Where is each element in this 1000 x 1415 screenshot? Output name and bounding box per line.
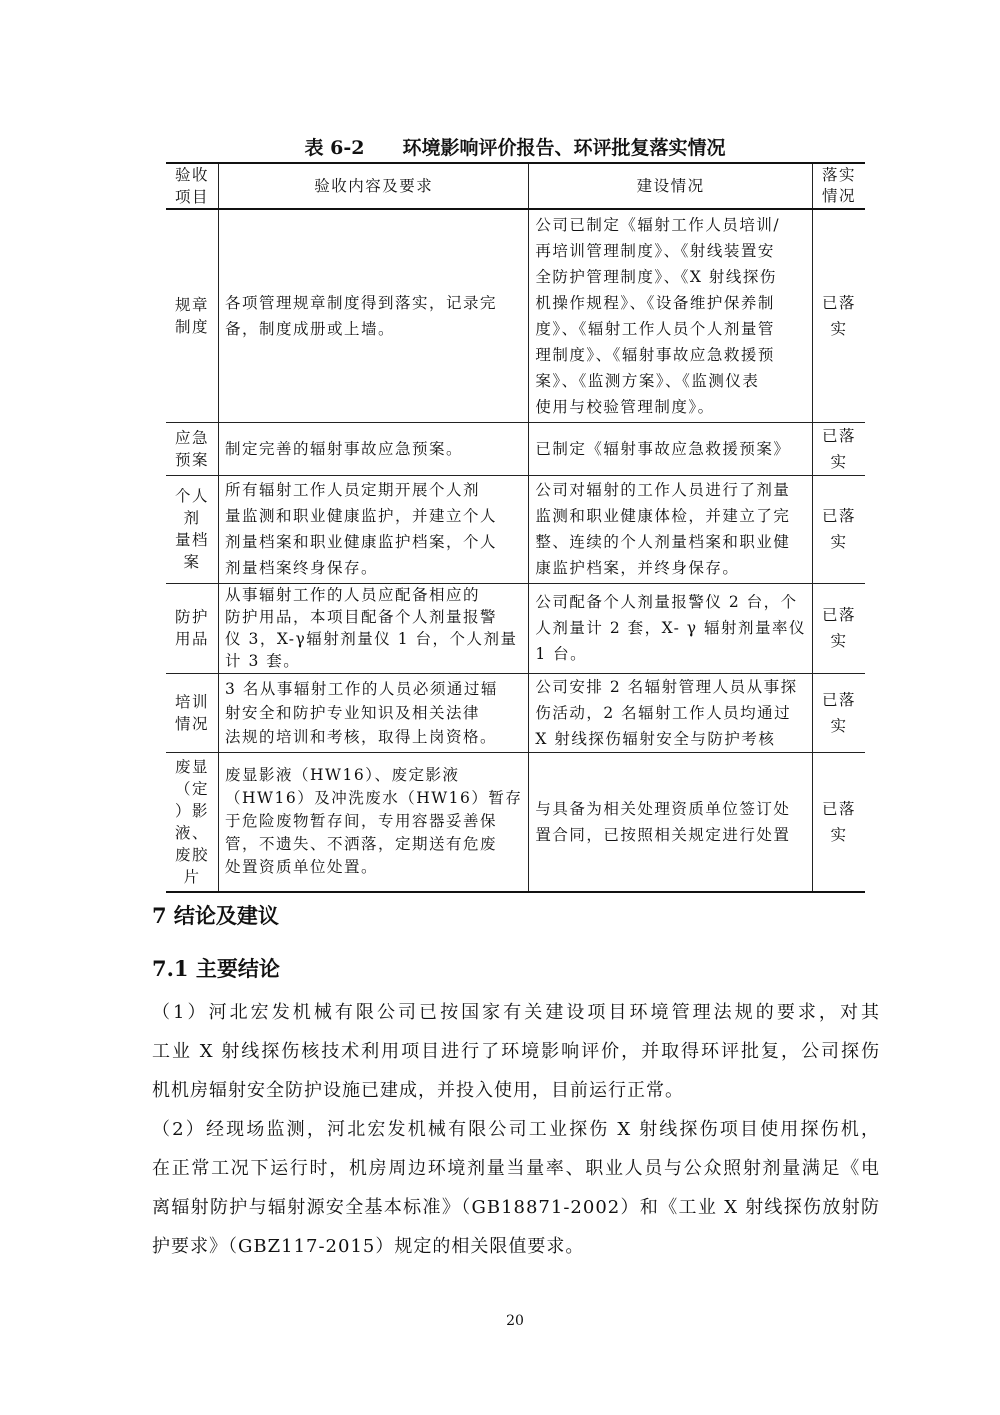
text-line: 剂量档案和职业健康监护档案，个人 (225, 533, 498, 551)
text-line: （1）河北宏发机械有限公司已按国家有关建设项目环境管理法规的要求，对其 (152, 1002, 880, 1023)
text-line: 公司配备个人剂量报警仪 2 台，个 (535, 593, 798, 611)
text-line: 用品 (175, 630, 210, 648)
text-line: 废显 (175, 757, 210, 776)
text-line: 已落 (821, 426, 856, 445)
text-line: 培训 (175, 692, 210, 711)
text-line: 应急 (175, 428, 210, 447)
text-line: 废胶 (175, 845, 210, 864)
text-line: 液、 (175, 823, 210, 842)
text-line: 实 (830, 533, 848, 551)
table-number: 表 6-2 (304, 137, 365, 159)
text-line: 实 (830, 825, 848, 844)
text-line: 全防护管理制度》、《X 射线探伤 (535, 267, 777, 286)
cell-item (166, 422, 219, 475)
section-heading-7-1: 7.1 主要结论 (152, 956, 280, 981)
text-line: 量监测和职业健康监护，并建立个人 (225, 507, 498, 525)
text-line: （HW16）及冲洗废水（HW16）暂存 (225, 789, 523, 808)
table-row (166, 673, 865, 752)
cell-status (529, 752, 813, 892)
paragraph-2 (152, 1110, 880, 1266)
table-caption (0, 133, 1000, 160)
text-line: 所有辐射工作人员定期开展个人剂 (225, 481, 481, 499)
header-status (529, 163, 813, 209)
text-line: （定 (175, 779, 210, 798)
cell-result (812, 752, 865, 892)
cell-result (812, 422, 865, 475)
text-line: 法规的培训和考核，取得上岗资格。 (225, 727, 498, 746)
text-line: 个人 (175, 487, 210, 505)
text-line: 康监护档案，并终身保存。 (535, 559, 740, 577)
table-row (166, 209, 865, 422)
cell-status (529, 209, 813, 422)
text-line: 案》、《监测方案》、《监测仪表 (535, 371, 760, 390)
text-line: 剂 (183, 509, 201, 527)
text-line: 已制定《辐射事故应急救援预案》 (535, 439, 791, 458)
text-line: 工业 X 射线探伤核技术利用项目进行了环境影响评价，并取得环评批复，公司探伤 (152, 1041, 880, 1062)
text-line: 在正常工况下运行时，机房周边环境剂量当量率、职业人员与公众照射剂量满足《电 (152, 1158, 880, 1179)
text-line: 防护用品，本项目配备个人剂量报警 (225, 608, 498, 626)
text-line: 各项管理规章制度得到落实，记录完 (225, 293, 498, 312)
text-line: 实 (830, 319, 848, 338)
text-line: 备，制度成册或上墙。 (225, 319, 396, 338)
text-line: 情况 (821, 187, 856, 205)
text-line: 仪 3，X-γ辐射剂量仪 1 台，个人剂量 (225, 630, 518, 648)
text-line: 护要求》（GBZ117-2015）规定的相关限值要求。 (152, 1236, 585, 1257)
cell-item (166, 209, 219, 422)
text-line: 管，不遗失、不洒落，定期送有危废 (225, 835, 498, 854)
text-line: 情况 (175, 714, 210, 733)
text-line: 废显影液（HW16）、废定影液 (225, 766, 460, 785)
cell-requirement (219, 422, 529, 475)
section-heading-7: 7 结论及建议 (152, 903, 279, 928)
text-line: 公司安排 2 名辐射管理人员从事探 (535, 677, 798, 696)
header-requirement (219, 163, 529, 209)
text-line: 使用与校验管理制度》。 (535, 397, 715, 416)
cell-result (812, 673, 865, 752)
text-line: 建设情况 (636, 176, 705, 195)
text-line: 于危险废物暂存间，专用容器妥善保 (225, 812, 498, 831)
text-line: 理制度》、《辐射事故应急救援预 (535, 345, 775, 364)
text-line: 3 名从事辐射工作的人员必须通过辐 (225, 679, 498, 698)
text-line: 离辐射防护与辐射源安全基本标准》（GB18871-2002）和《工业 X 射线探伤放射防 (152, 1197, 880, 1218)
text-line: 公司对辐射的工作人员进行了剂量 (535, 481, 791, 499)
cell-item (166, 475, 219, 583)
cell-item (166, 673, 219, 752)
cell-requirement (219, 752, 529, 892)
text-line: 1 台。 (535, 645, 588, 663)
text-line: 已落 (821, 507, 856, 525)
text-line: X 射线探伤辐射安全与防护考核 (535, 729, 776, 748)
text-line: 落实 (821, 166, 856, 184)
text-line: 监测和职业健康体检，并建立了完 (535, 507, 791, 525)
table-title: 环境影响评价报告、环评批复落实情况 (402, 137, 726, 159)
header-result (812, 163, 865, 209)
text-line: 度》、《辐射工作人员个人剂量管 (535, 319, 775, 338)
cell-result (812, 583, 865, 673)
text-line: 处置资质单位处置。 (225, 858, 379, 877)
text-line: 人剂量计 2 套，X- γ 辐射剂量率仪 (535, 619, 806, 637)
text-line: 机操作规程》、《设备维护保养制 (535, 293, 775, 312)
cell-requirement (219, 673, 529, 752)
text-line: 规章 (175, 295, 210, 314)
text-line: 公司已制定《辐射工作人员培训/ (535, 215, 781, 234)
header-item (166, 163, 219, 209)
cell-status (529, 422, 813, 475)
table-row (166, 422, 865, 475)
acceptance-table (166, 162, 865, 893)
paragraph-1 (152, 993, 880, 1110)
text-line: 已落 (821, 293, 856, 312)
table-row (166, 583, 865, 673)
text-line: 已落 (821, 690, 856, 709)
text-line: 机机房辐射安全防护设施已建成，并投入使用，目前运行正常。 (152, 1080, 684, 1101)
text-line: 制度 (175, 317, 210, 336)
cell-status (529, 673, 813, 752)
text-line: 验收 (175, 166, 210, 184)
text-line: 实 (830, 452, 848, 471)
table-row (166, 752, 865, 892)
page-number: 20 (506, 1313, 524, 1329)
table-header-row (166, 163, 865, 209)
text-line: 剂量档案终身保存。 (225, 559, 379, 577)
text-line: 项目 (175, 188, 210, 206)
cell-requirement (219, 475, 529, 583)
cell-status (529, 583, 813, 673)
text-line: （2）经现场监测，河北宏发机械有限公司工业探伤 X 射线探伤项目使用探伤机， (152, 1119, 880, 1140)
cell-status (529, 475, 813, 583)
text-line: 与具备为相关处理资质单位签订处 (535, 799, 791, 818)
text-line: 再培训管理制度》、《射线装置安 (535, 241, 775, 260)
cell-item (166, 752, 219, 892)
text-line: 预案 (175, 450, 210, 469)
cell-result (812, 475, 865, 583)
cell-requirement (219, 583, 529, 673)
text-line: 验收内容及要求 (314, 176, 434, 195)
text-line: 置合同，已按照相关规定进行处置 (535, 825, 791, 844)
text-line: 已落 (821, 799, 856, 818)
text-line: 片 (183, 867, 201, 886)
text-line: 防护 (175, 608, 210, 626)
text-line: 计 3 套。 (225, 652, 301, 670)
text-line: 实 (830, 716, 848, 735)
text-line: 伤活动，2 名辐射工作人员均通过 (535, 703, 792, 722)
text-line: 实 (830, 632, 848, 650)
cell-item (166, 583, 219, 673)
text-line: 射安全和防护专业知识及相关法律 (225, 703, 481, 722)
text-line: 案 (183, 553, 201, 571)
text-line: 已落 (821, 606, 856, 624)
text-line: 从事辐射工作的人员应配备相应的 (225, 586, 481, 604)
text-line: ）影 (175, 801, 210, 820)
cell-requirement (219, 209, 529, 422)
table-row (166, 475, 865, 583)
cell-result (812, 209, 865, 422)
text-line: 量档 (175, 531, 210, 549)
text-line: 整、连续的个人剂量档案和职业健 (535, 533, 791, 551)
text-line: 制定完善的辐射事故应急预案。 (225, 439, 464, 458)
